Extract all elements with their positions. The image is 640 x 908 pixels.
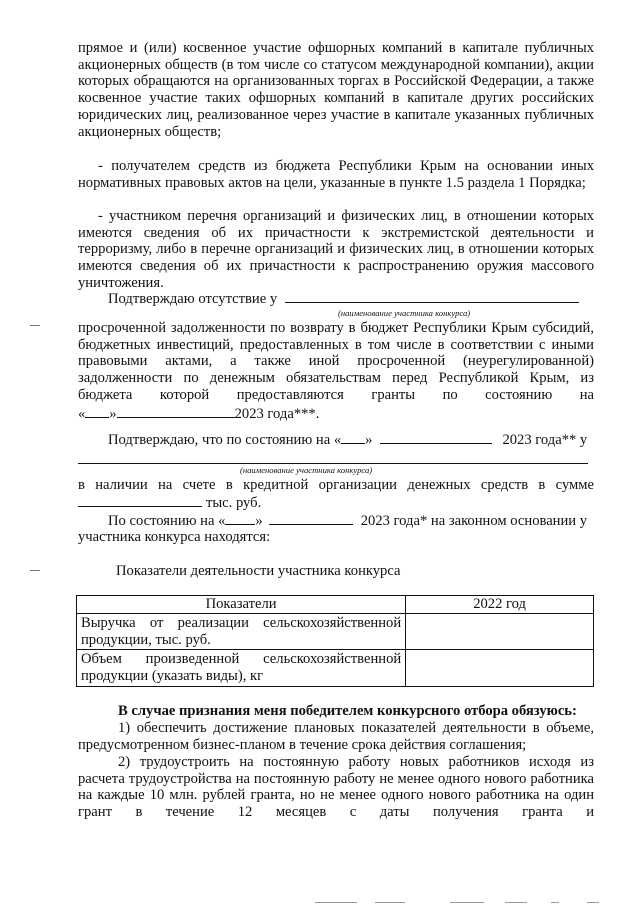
funds-close-quote: » <box>365 432 373 448</box>
row-value-revenue <box>406 614 594 650</box>
footer-scan-lines <box>315 902 605 904</box>
property-line-2 <box>78 529 594 546</box>
header-indicators: Показатели <box>77 596 406 614</box>
obligation-item-1: 1) обеспечить достижение плановых показателей деятельности в объеме, предусмотренном бизнес-планом в течение срока действия соглашения; <box>78 720 594 753</box>
margin-mark <box>30 570 40 571</box>
indicators-table <box>76 595 594 687</box>
paragraph-offshore: прямое и (или) косвенное участие офшорных компаний в капитале публичных акционерных обществ (в том числе со статусом международной компании), акции которых обращаются на организованных торгах в Российской Федерации, а также косвенное участие таких офшорных компаний в капитале других российских юридических лиц, реализованное через участие в капитале указанных публичных акционерных обществ; <box>78 40 594 140</box>
funds-year-text: 2023 года** у <box>502 432 588 448</box>
confirm-absence-date-line <box>78 405 594 423</box>
funds-month-blank <box>380 431 492 444</box>
confirm-funds-line <box>78 431 594 449</box>
row-label-revenue: Выручка от реализации сельскохозяйственной продукции, тыс. руб. <box>77 614 406 650</box>
confirm-funds-lead: Подтверждаю, что по состоянию на « <box>108 432 342 448</box>
margin-mark <box>30 325 40 326</box>
row-value-production <box>406 650 594 686</box>
header-year: 2022 год <box>406 596 594 614</box>
property-day-blank <box>225 512 255 525</box>
property-month-blank <box>269 512 353 525</box>
obligations-heading: В случае признания меня победителем конкурсного отбора обязуюсь: <box>118 703 577 719</box>
funds-unit: тыс. руб. <box>206 495 262 511</box>
confirm-absence-body: просроченной задолженности по возврату в бюджет Республики Крым субсидий, бюджетных инвестиций, предоставленных в том числе в соответствии с иными правовыми актами, а также иной просроченной (неурегулированной) задолженности по денежным обязательствам перед Республикой Крым, из бюджета которой предоставляются гранты по состоянию на <box>78 320 594 403</box>
confirm-absence-line <box>78 290 594 308</box>
obligation-item-2: 2) трудоустроить на постоянную работу новых работников исходя из расчета трудоустройства на постоянную работу не менее одного нового работника на каждые 10 млн. рублей гранта, но не менее одного нового работника на один грант в течение 12 месяцев с даты получения гранта и <box>78 754 594 821</box>
date-year-tail: 2023 года***. <box>234 406 320 422</box>
indicators-title: Показатели деятельности участника конкурса <box>116 563 401 579</box>
confirm-property-line <box>78 512 594 530</box>
row-label-production: Объем произведенной сельскохозяйственной продукции (указать виды), кг <box>77 650 406 686</box>
property-lead: По состоянию на « <box>108 513 226 529</box>
funds-day-blank <box>341 431 365 444</box>
participant-name-blank <box>285 290 579 303</box>
day-blank <box>85 405 109 418</box>
table-header-row <box>77 596 594 614</box>
table-row <box>77 650 594 686</box>
date-close-quote: » <box>109 406 117 422</box>
funds-participant-caption: (наименование участника конкурса) <box>240 465 373 475</box>
confirm-funds-body: в наличии на счете в кредитной организации денежных средств в сумме <box>78 477 594 493</box>
property-tail: 2023 года* на законном основании у <box>360 513 588 529</box>
date-open-quote: « <box>78 406 86 422</box>
confirm-absence-lead: Подтверждаю отсутствие у <box>108 291 278 307</box>
funds-participant-blank <box>78 451 588 464</box>
indicators-title-line <box>78 563 594 580</box>
funds-amount-blank <box>78 494 202 507</box>
paragraph-budget-recipient: - получателем средств из бюджета Республики Крым на основании иных нормативных правовых актов на цели, указанные в пункте 1.5 раздела 1 Порядка; <box>78 158 594 191</box>
property-close-quote: » <box>255 513 263 529</box>
property-line-2-text: участника конкурса находятся: <box>78 529 271 545</box>
funds-amount-line <box>78 494 594 512</box>
table-row <box>77 614 594 650</box>
participant-name-caption: (наименование участника конкурса) <box>338 308 471 318</box>
month-blank <box>117 405 235 418</box>
paragraph-extremism-list: - участником перечня организаций и физических лиц, в отношении которых имеются сведения об их причастности к экстремистской деятельности и терроризму, либо в перечне организаций и физических лиц, в отношении которых имеются сведения об их причастности к распространению оружия массового уничтожения. <box>78 208 594 291</box>
